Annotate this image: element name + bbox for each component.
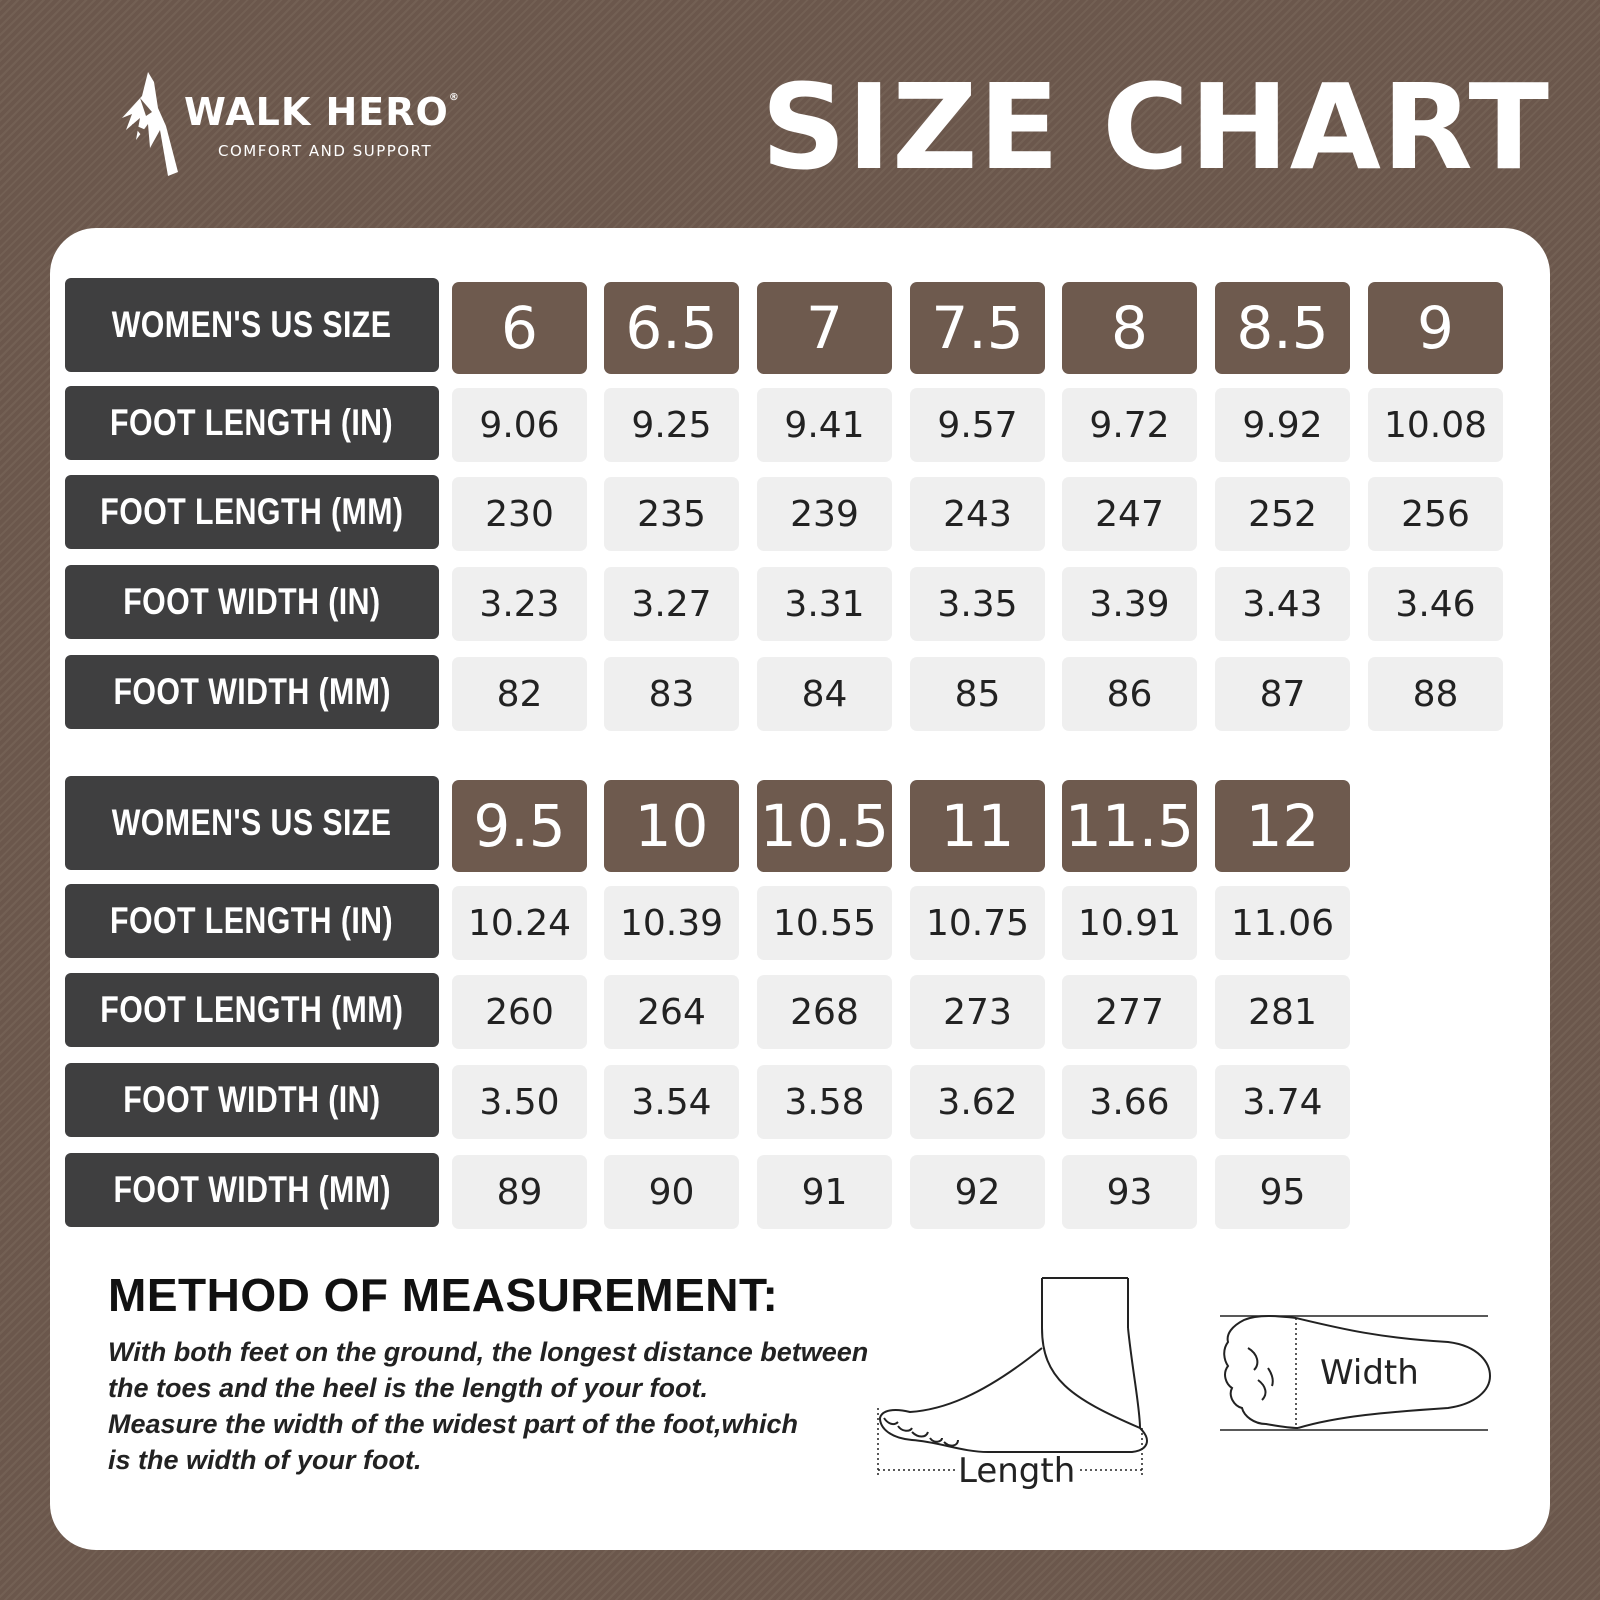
- value-cell: 10.24: [452, 886, 587, 960]
- value-cell: 235: [604, 477, 739, 551]
- row-label: [65, 884, 439, 958]
- method-line: Measure the width of the widest part of the foot,which: [108, 1409, 799, 1439]
- value-cell: 83: [604, 657, 739, 731]
- value-cell: 3.62: [910, 1065, 1045, 1139]
- value-cell: 273: [910, 975, 1045, 1049]
- row-label: [65, 278, 439, 372]
- size-cell: 12: [1215, 780, 1350, 872]
- value-cell: 9.25: [604, 388, 739, 462]
- row-label: [65, 1063, 439, 1137]
- walk-hero-logo-icon: [118, 68, 188, 178]
- value-cell: 10.08: [1368, 388, 1503, 462]
- value-cell: 11.06: [1215, 886, 1350, 960]
- row-label-text: FOOT WIDTH (IN): [123, 1079, 381, 1120]
- size-cell: 11: [910, 780, 1045, 872]
- value-cell: 3.43: [1215, 567, 1350, 641]
- method-line: is the width of your foot.: [108, 1445, 422, 1475]
- row-label-text: FOOT WIDTH (MM): [113, 671, 391, 712]
- size-cell: 10: [604, 780, 739, 872]
- value-cell: 91: [757, 1155, 892, 1229]
- value-cell: 10.91: [1062, 886, 1197, 960]
- value-cell: 247: [1062, 477, 1197, 551]
- row-label-text: FOOT LENGTH (IN): [110, 900, 394, 941]
- method-title: METHOD OF MEASUREMENT:: [108, 1269, 779, 1321]
- value-cell: 3.50: [452, 1065, 587, 1139]
- row-label-text: WOMEN'S US SIZE: [112, 304, 392, 345]
- brand-tagline: COMFORT AND SUPPORT: [218, 142, 433, 160]
- value-cell: 277: [1062, 975, 1197, 1049]
- value-cell: 92: [910, 1155, 1045, 1229]
- row-label-text: FOOT LENGTH (MM): [100, 491, 404, 532]
- value-cell: 3.66: [1062, 1065, 1197, 1139]
- size-cell: 7: [757, 282, 892, 374]
- size-cell: 8: [1062, 282, 1197, 374]
- value-cell: 90: [604, 1155, 739, 1229]
- value-cell: 256: [1368, 477, 1503, 551]
- row-label-text: WOMEN'S US SIZE: [112, 802, 392, 843]
- method-text: [108, 1334, 948, 1478]
- size-cell: 8.5: [1215, 282, 1350, 374]
- length-label: Length: [958, 1451, 1076, 1491]
- value-cell: 89: [452, 1155, 587, 1229]
- value-cell: 3.27: [604, 567, 739, 641]
- value-cell: 268: [757, 975, 892, 1049]
- value-cell: 3.74: [1215, 1065, 1350, 1139]
- value-cell: 9.72: [1062, 388, 1197, 462]
- value-cell: 3.23: [452, 567, 587, 641]
- row-label: [65, 973, 439, 1047]
- value-cell: 281: [1215, 975, 1350, 1049]
- brand-logo: [118, 68, 538, 188]
- foot-side-icon: [880, 1278, 1147, 1452]
- value-cell: 85: [910, 657, 1045, 731]
- value-cell: 260: [452, 975, 587, 1049]
- value-cell: 230: [452, 477, 587, 551]
- value-cell: 9.92: [1215, 388, 1350, 462]
- value-cell: 86: [1062, 657, 1197, 731]
- value-cell: 3.31: [757, 567, 892, 641]
- value-cell: 3.54: [604, 1065, 739, 1139]
- row-label: [65, 386, 439, 460]
- measurement-method: [108, 1268, 948, 1478]
- foot-width-diagram: [1218, 1308, 1498, 1438]
- size-cell: 9: [1368, 282, 1503, 374]
- value-cell: 243: [910, 477, 1045, 551]
- value-cell: 252: [1215, 477, 1350, 551]
- width-label: Width: [1320, 1353, 1419, 1393]
- row-label-text: FOOT WIDTH (MM): [113, 1169, 391, 1210]
- value-cell: 95: [1215, 1155, 1350, 1229]
- value-cell: 10.55: [757, 886, 892, 960]
- value-cell: 264: [604, 975, 739, 1049]
- size-chart-card: [50, 228, 1550, 1550]
- value-cell: 9.41: [757, 388, 892, 462]
- size-cell: 9.5: [452, 780, 587, 872]
- row-label: [65, 565, 439, 639]
- brand-name: WALK HERO®: [184, 90, 460, 134]
- value-cell: 88: [1368, 657, 1503, 731]
- value-cell: 3.35: [910, 567, 1045, 641]
- value-cell: 9.57: [910, 388, 1045, 462]
- row-label-text: FOOT LENGTH (MM): [100, 989, 404, 1030]
- value-cell: 87: [1215, 657, 1350, 731]
- value-cell: 84: [757, 657, 892, 731]
- size-cell: 6.5: [604, 282, 739, 374]
- size-cell: 11.5: [1062, 780, 1197, 872]
- row-label: [65, 1153, 439, 1227]
- method-line: the toes and the heel is the length of your foot.: [108, 1373, 709, 1403]
- value-cell: 239: [757, 477, 892, 551]
- page-title: SIZE CHART: [761, 58, 1550, 196]
- row-label-text: FOOT WIDTH (IN): [123, 581, 381, 622]
- size-cell: 6: [452, 282, 587, 374]
- size-cell: 7.5: [910, 282, 1045, 374]
- value-cell: 9.06: [452, 388, 587, 462]
- row-label: [65, 776, 439, 870]
- value-cell: 93: [1062, 1155, 1197, 1229]
- row-label: [65, 475, 439, 549]
- value-cell: 3.58: [757, 1065, 892, 1139]
- value-cell: 3.46: [1368, 567, 1503, 641]
- value-cell: 10.75: [910, 886, 1045, 960]
- size-cell: 10.5: [757, 780, 892, 872]
- row-label-text: FOOT LENGTH (IN): [110, 402, 394, 443]
- value-cell: 3.39: [1062, 567, 1197, 641]
- value-cell: 82: [452, 657, 587, 731]
- value-cell: 10.39: [604, 886, 739, 960]
- row-label: [65, 655, 439, 729]
- foot-length-diagram: [870, 1268, 1170, 1498]
- method-line: With both feet on the ground, the longest distance between: [108, 1337, 869, 1367]
